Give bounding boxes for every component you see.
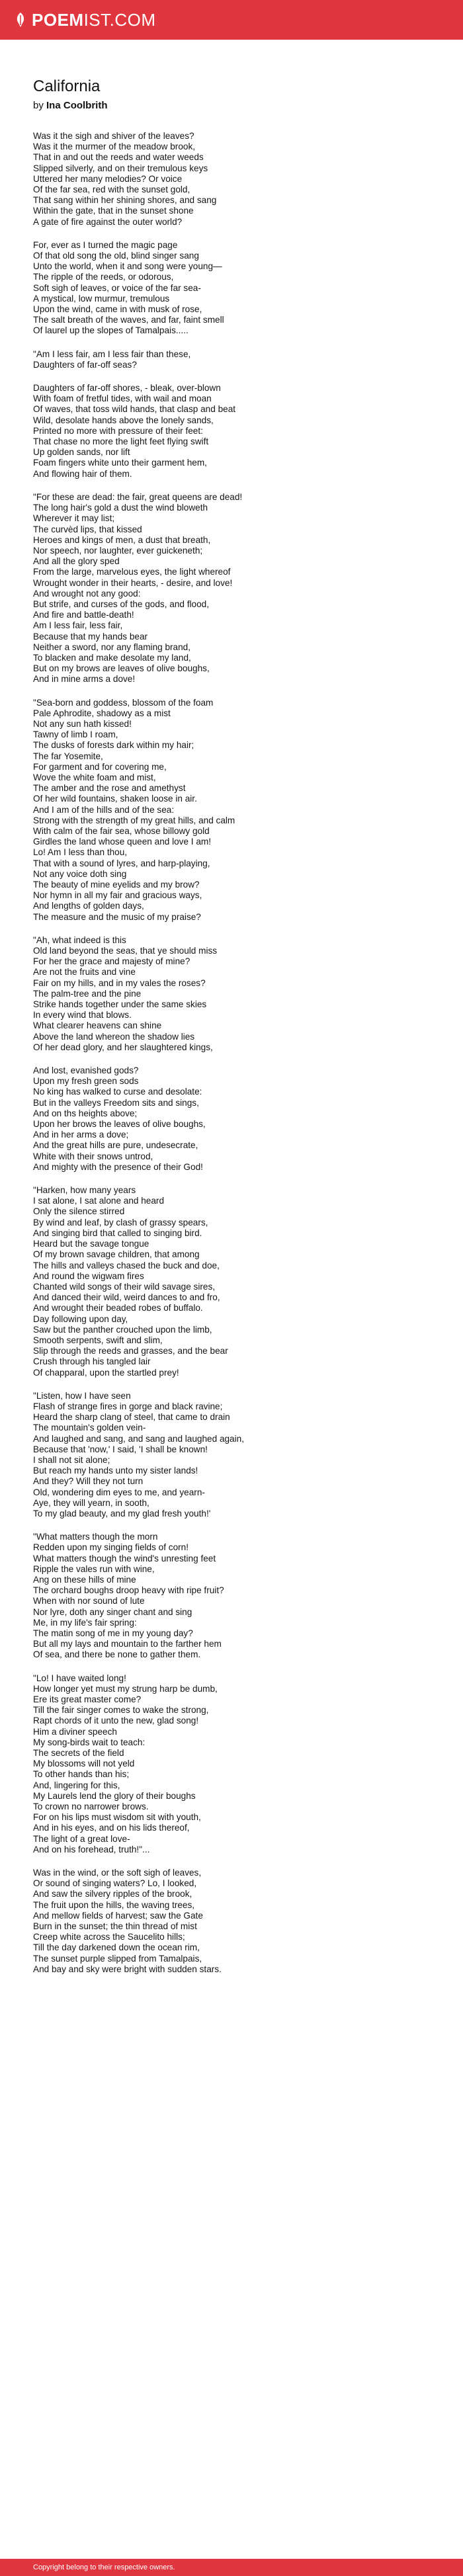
- poem-line: And saw the silvery ripples of the brook,: [33, 1889, 192, 1899]
- poem-line: I shall not sit alone;: [33, 1454, 110, 1465]
- poem-line: Not any sun hath kissed!: [33, 718, 132, 729]
- poem-line: Slipped silverly, and on their tremulous keys: [33, 163, 208, 173]
- poem-line: Of her dead glory, and her slaughtered kings,: [33, 1042, 213, 1052]
- poem-line: To blacken and make desolate my land,: [33, 652, 191, 663]
- stanza: [33, 1673, 430, 1855]
- poem-line: White with their snows untrod,: [33, 1151, 153, 1161]
- poem-line: In every wind that blows.: [33, 1010, 132, 1020]
- brand-light: IST.COM: [83, 10, 156, 30]
- poem-line: The sunset purple slipped from Tamalpais,: [33, 1953, 202, 1964]
- poem-line: Wove the white foam and mist,: [33, 772, 156, 782]
- poem-line: Was it the murmer of the meadow brook,: [33, 142, 196, 152]
- poem-body: [33, 131, 430, 1975]
- poem-line: Crush through his tangled lair: [33, 1356, 151, 1367]
- poem-line: And wrought their beaded robes of buffalo.: [33, 1303, 203, 1313]
- poem-line: And wrought not any good:: [33, 588, 141, 599]
- stanza: [33, 1185, 430, 1378]
- poem-line: And mellow fields of harvest; saw the Gate: [33, 1910, 203, 1921]
- poem-line: The light of a great love-: [33, 1833, 130, 1844]
- poem-content: [33, 77, 430, 1987]
- poem-line: Was it the sigh and shiver of the leaves?: [33, 131, 194, 141]
- poem-line: The amber and the rose and amethyst: [33, 783, 186, 794]
- poem-line: Was in the wind, or the soft sigh of leaves,: [33, 1868, 202, 1878]
- poem-line: And singing bird that called to singing bird.: [33, 1227, 202, 1238]
- poem-line: Unto the world, when it and song were young—: [33, 261, 222, 272]
- poem-line: The secrets of the field: [33, 1748, 124, 1759]
- poem-line: The orchard boughs droop heavy with ripe fruit?: [33, 1585, 224, 1596]
- stanza: [33, 349, 430, 370]
- poem-line: Till the day darkened down the ocean rim,: [33, 1942, 200, 1953]
- poem-line: My song-birds wait to teach:: [33, 1737, 146, 1747]
- poem-line: Strike hands together under the same skies: [33, 999, 207, 1010]
- poem-line: For her the grace and majesty of mine?: [33, 956, 190, 967]
- poem-line: The beauty of mine eyelids and my brow?: [33, 880, 200, 890]
- stanza: [33, 1532, 430, 1660]
- poem-line: How longer yet must my strung harp be dumb,: [33, 1683, 218, 1694]
- poem-line: Saw but the panther crouched upon the limb,: [33, 1324, 212, 1335]
- poem-line: Ripple the vales run with wine,: [33, 1563, 155, 1574]
- poem-line: But in the valleys Freedom sits and sings,: [33, 1097, 199, 1108]
- poem-line: By wind and leaf, by clash of grassy spears,: [33, 1217, 208, 1227]
- poem-line: When with nor sound of lute: [33, 1596, 145, 1606]
- poem-line: To crown no narrower brows.: [33, 1802, 149, 1812]
- poem-line: Nor lyre, doth any singer chant and sing: [33, 1606, 192, 1617]
- poem-line: To other hands than his;: [33, 1769, 130, 1780]
- poem-line: The mountain's golden vein-: [33, 1423, 146, 1433]
- poem-line: Heard but the savage tongue: [33, 1239, 149, 1249]
- byline: [33, 99, 430, 112]
- poem-line: What matters though the wind's unresting feet: [33, 1553, 216, 1563]
- poem-line: And on his forehead, truth!"...: [33, 1844, 150, 1854]
- poem-line: The measure and the music of my praise?: [33, 911, 201, 922]
- poem-line: The salt breath of the waves, and far, faint smell: [33, 315, 224, 325]
- poem-line: Daughters of far-off shores, - bleak, over-blown: [33, 383, 221, 394]
- poem-line: The curvèd lips, that kissed: [33, 524, 142, 534]
- poem-line: Wild, desolate hands above the lonely sands,: [33, 415, 214, 425]
- poem-line: Neither a sword, nor any flaming brand,: [33, 642, 191, 652]
- poem-line: "For these are dead: the fair, great queens are dead!: [33, 491, 243, 502]
- brand-name: [32, 0, 156, 40]
- poem-line: "Am I less fair, am I less fair than these,: [33, 349, 191, 359]
- poem-line: Smooth serpents, swift and slim,: [33, 1335, 163, 1345]
- quill-icon: [15, 13, 26, 27]
- poem-line: No king has walked to curse and desolate:: [33, 1087, 202, 1097]
- poem-line: Up golden sands, nor lift: [33, 447, 130, 458]
- poem-line: And danced their wild, weird dances to and fro,: [33, 1292, 220, 1303]
- poem-line: The hills and valleys chased the buck and doe,: [33, 1260, 220, 1270]
- site-header: [0, 0, 463, 40]
- poem-line: And, lingering for this,: [33, 1780, 120, 1790]
- poem-line: Upon her brows the leaves of olive boughs,: [33, 1119, 206, 1130]
- poem-line: But reach my hands unto my sister lands!: [33, 1466, 198, 1476]
- poem-line: Ang on these hills of mine: [33, 1574, 136, 1585]
- poem-line: Because that 'now,' I said, 'I shall be known!: [33, 1444, 208, 1454]
- poem-title: California: [33, 77, 101, 95]
- poem-line: And fire and battle-death!: [33, 610, 134, 620]
- poem-line: I sat alone, I sat alone and heard: [33, 1196, 165, 1206]
- poem-line: "Listen, how I have seen: [33, 1390, 131, 1401]
- poem-line: Am I less fair, less fair,: [33, 620, 123, 631]
- poem-line: Of waves, that toss wild hands, that clasp and beat: [33, 404, 236, 415]
- poem-line: Tawny of limb I roam,: [33, 729, 118, 740]
- poem-line: Of laurel up the slopes of Tamalpais.....: [33, 325, 189, 336]
- poem-line: Heard the sharp clang of steel, that came to drain: [33, 1412, 230, 1423]
- poem-line: Slip through the reeds and grasses, and the bear: [33, 1346, 228, 1356]
- poem-line: And the great hills are pure, undesecrate,: [33, 1140, 198, 1151]
- poem-line: And they? Will they not turn: [33, 1476, 144, 1487]
- poem-line: Are not the fruits and vine: [33, 967, 136, 977]
- poem-line: Heroes and kings of men, a dust that breath,: [33, 534, 211, 545]
- poem-line: Till the fair singer comes to wake the strong,: [33, 1705, 209, 1716]
- poem-line: And on ths heights above;: [33, 1108, 138, 1118]
- poem-line: Flash of strange fires in gorge and black ravine;: [33, 1401, 223, 1411]
- poem-line: Within the gate, that in the sunset shone: [33, 206, 194, 216]
- poem-line: Creep white across the Saucelito hills;: [33, 1932, 185, 1942]
- poem-line: Upon my fresh green sods: [33, 1076, 139, 1087]
- poem-line: And in mine arms a dove!: [33, 674, 136, 685]
- poem-line: With foam of fretful tides, with wail and moan: [33, 394, 212, 404]
- poem-line: Girdles the land whose queen and love I am!: [33, 837, 212, 847]
- poem-line: Of sea, and there be none to gather them.: [33, 1649, 201, 1660]
- poem-line: Only the silence stirred: [33, 1206, 125, 1217]
- poem-line: "Harken, how many years: [33, 1185, 136, 1196]
- stanza: [33, 1391, 430, 1519]
- stanza: [33, 1065, 430, 1173]
- poem-line: "Sea-born and goddess, blossom of the foam: [33, 697, 214, 708]
- poem-line: Not any voice doth sing: [33, 868, 127, 879]
- poem-line: And mighty with the presence of their God!: [33, 1161, 203, 1172]
- poem-line: What clearer heavens can shine: [33, 1020, 162, 1031]
- poem-line: With calm of the fair sea, whose billowy gold: [33, 825, 210, 836]
- poem-line: To my glad beauty, and my glad fresh youth!': [33, 1508, 211, 1518]
- poem-line: Rapt chords of it unto the new, glad song!: [33, 1716, 199, 1726]
- poem-line: The fruit upon the hills, the waving trees,: [33, 1899, 195, 1910]
- stanza: [33, 383, 430, 479]
- poem-line: The far Yosemite,: [33, 751, 103, 761]
- poem-line: Fair on my hills, and in my vales the roses?: [33, 977, 206, 988]
- poem-line: Strong with the strength of my great hills, and calm: [33, 815, 235, 825]
- poem-line: "Lo! I have waited long!: [33, 1673, 126, 1683]
- poem-line: A mystical, low murmur, tremulous: [33, 293, 170, 304]
- poem-line: And all the glory sped: [33, 556, 120, 567]
- site-footer: [0, 2559, 463, 2576]
- poem-line: Lo! Am I less than thou,: [33, 847, 128, 858]
- stanza: [33, 492, 430, 685]
- stanza: [33, 698, 430, 923]
- poem-line: "What matters though the morn: [33, 1532, 158, 1542]
- poem-line: Wrought wonder in their hearts, - desire, and love!: [33, 577, 233, 588]
- poem-line: And round the wigwam fires: [33, 1270, 144, 1281]
- poem-line: And laughed and sang, and sang and laughed again,: [33, 1433, 244, 1444]
- poem-line: For, ever as I turned the magic page: [33, 239, 178, 250]
- poem-line: Nor hymn in all my fair and gracious ways,: [33, 890, 202, 901]
- poem-line: That in and out the reeds and water weeds: [33, 152, 204, 163]
- poem-line: Aye, they will yearn, in sooth,: [33, 1497, 149, 1508]
- poem-line: Of my brown savage children, that among: [33, 1249, 200, 1260]
- poem-line: Me, in my life's fair spring:: [33, 1617, 137, 1628]
- stanza: [33, 240, 430, 337]
- poem-line: Day following upon day,: [33, 1313, 128, 1324]
- poem-line: That sang within her shining shores, and sang: [33, 195, 217, 206]
- poem-line: Soft sigh of leaves, or voice of the far sea-: [33, 282, 201, 293]
- poem-line: Or sound of singing waters? Lo, I looked,: [33, 1878, 197, 1889]
- poem-line: Printed no more with pressure of their feet:: [33, 425, 203, 436]
- poem-line: And lost, evanished gods?: [33, 1065, 139, 1076]
- poem-line: Nor speech, nor laughter, ever guickeneth;: [33, 545, 203, 556]
- poem-line: Redden upon my singing fields of corn!: [33, 1542, 189, 1553]
- poem-line: The dusks of forests dark within my hair;: [33, 740, 194, 751]
- poem-line: The long hair's gold a dust the wind bloweth: [33, 503, 208, 513]
- poem-line: And in her arms a dove;: [33, 1130, 129, 1140]
- poem-line: Ere its great master come?: [33, 1694, 142, 1705]
- poem-line: For on his lips must wisdom sit with youth,: [33, 1812, 201, 1823]
- poem-line: But all my lays and mountain to the farther hem: [33, 1639, 222, 1649]
- poem-line: A gate of fire against the outer world?: [33, 216, 183, 227]
- stanza: [33, 935, 430, 1053]
- poem-line: But strife, and curses of the gods, and flood,: [33, 599, 209, 609]
- poem-line: And flowing hair of them.: [33, 468, 132, 479]
- site-logo[interactable]: [15, 0, 156, 40]
- poem-line: The palm-tree and the pine: [33, 988, 142, 999]
- poem-line: My blossoms will not yeld: [33, 1759, 135, 1769]
- poem-line: Daughters of far-off seas?: [33, 359, 137, 370]
- poem-line: But on my brows are leaves of olive boughs,: [33, 663, 210, 674]
- poem-line: Of the far sea, red with the sunset gold,: [33, 185, 190, 195]
- poem-line: Because that my hands bear: [33, 631, 148, 642]
- poem-line: That chase no more the light feet flying swift: [33, 436, 209, 447]
- poem-line: The matin song of me in my young day?: [33, 1628, 193, 1638]
- poem-line: For garment and for covering me,: [33, 761, 167, 772]
- poem-line: Upon the wind, came in with musk of rose,: [33, 304, 202, 315]
- copyright-text: Copyright belong to their respective owners.: [33, 2563, 175, 2571]
- poem-line: Chanted wild songs of their wild savage sires,: [33, 1281, 216, 1292]
- poem-line: Foam fingers white unto their garment hem,: [33, 458, 207, 468]
- poem-line: Above the land whereon the shadow lies: [33, 1031, 195, 1042]
- poem-line: From the large, marvelous eyes, the light whereof: [33, 567, 231, 577]
- brand-bold: POEM: [32, 10, 84, 30]
- poem-line: And bay and sky were bright with sudden stars.: [33, 1964, 222, 1974]
- author-name[interactable]: Ina Coolbrith: [46, 100, 108, 111]
- poem-line: Old land beyond the seas, that ye should miss: [33, 946, 218, 956]
- poem-line: Of that old song the old, blind singer sang: [33, 251, 199, 261]
- stanza: [33, 1868, 430, 1975]
- poem-line: Of chapparal, upon the startled prey!: [33, 1367, 179, 1378]
- poem-line: Wherever it may list;: [33, 513, 115, 524]
- poem-line: Of her wild fountains, shaken loose in air.: [33, 794, 197, 804]
- poem-line: And in his eyes, and on his lids thereof,: [33, 1823, 190, 1833]
- poem-line: "Ah, what indeed is this: [33, 935, 126, 945]
- poem-line: That with a sound of lyres, and harp-playing,: [33, 858, 210, 868]
- poem-line: And lengths of golden days,: [33, 901, 144, 911]
- poem-line: Pale Aphrodite, shadowy as a mist: [33, 708, 171, 718]
- poem-line: The ripple of the reeds, or odorous,: [33, 272, 174, 282]
- poem-line: And I am of the hills and of the sea:: [33, 804, 175, 815]
- stanza: [33, 131, 430, 228]
- poem-line: Him a diviner speech: [33, 1726, 117, 1737]
- poem-line: Burn in the sunset; the thin thread of mist: [33, 1921, 197, 1932]
- poem-line: Old, wondering dim eyes to me, and yearn-: [33, 1487, 205, 1497]
- by-label: by: [33, 100, 44, 111]
- poem-line: My Laurels lend the glory of their boughs: [33, 1790, 196, 1801]
- poem-line: Uttered her many melodies? Or voice: [33, 173, 183, 184]
